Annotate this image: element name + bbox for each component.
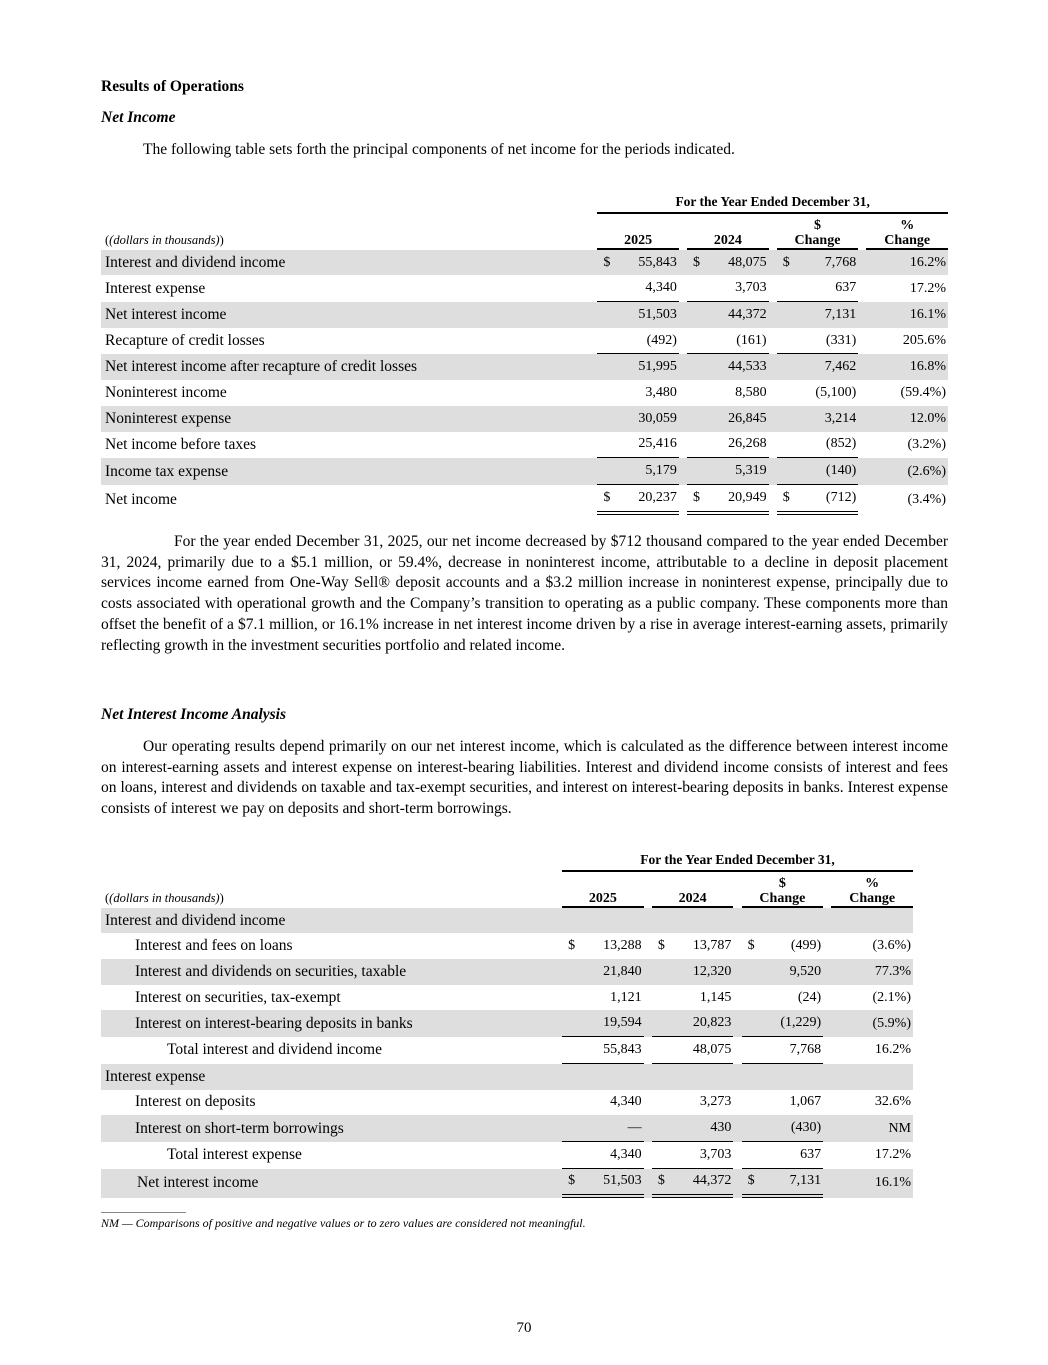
row-label: Interest and dividend income <box>101 908 562 934</box>
currency-symbol: $ <box>568 1173 576 1189</box>
cell-pct: 16.2% <box>866 250 948 276</box>
cell-value: (5,100) <box>815 384 857 400</box>
cell-pct: NM <box>831 1115 913 1142</box>
cell-c2024 <box>687 406 769 432</box>
cell-c2025 <box>597 458 679 485</box>
cell-value: 13,787 <box>692 938 732 954</box>
cell-value: (712) <box>825 489 857 505</box>
cell-chg <box>777 406 859 432</box>
cell-value: (331) <box>825 332 857 348</box>
cell-c2025 <box>597 432 679 459</box>
cell-chg <box>742 985 824 1011</box>
table-row <box>101 250 948 276</box>
cell-c2025 <box>562 933 644 959</box>
cell-value: 5,179 <box>645 463 677 479</box>
cell-value: 637 <box>835 280 857 296</box>
cell-c2025 <box>562 1115 644 1142</box>
cell-value: (430) <box>790 1120 822 1136</box>
cell-value: 637 <box>800 1146 822 1162</box>
cell-pct: 17.2% <box>874 1147 911 1163</box>
cell-c2024 <box>687 302 769 328</box>
cell-c2025 <box>562 1169 644 1199</box>
table-row <box>101 458 948 485</box>
cell-c2025 <box>562 908 644 934</box>
table-row <box>101 1064 913 1090</box>
cell-pct: 205.6% <box>902 333 946 349</box>
cell-value: 30,059 <box>638 410 677 426</box>
cell-c2024 <box>652 908 734 934</box>
cell-c2025 <box>597 328 679 355</box>
cell-chg <box>742 959 824 985</box>
currency-symbol: $ <box>693 254 701 270</box>
unit-label: ((dollars in thousands)) <box>105 890 224 905</box>
cell-c2024 <box>652 1064 734 1090</box>
cell-pct: (2.6%) <box>866 458 948 485</box>
cell-pct: (3.2%) <box>907 436 946 452</box>
cell-pct <box>831 908 913 934</box>
cell-value: 26,845 <box>728 410 767 426</box>
row-label: Noninterest expense <box>101 406 597 432</box>
cell-pct: (59.4%) <box>900 384 946 400</box>
table-row <box>101 1010 913 1037</box>
table-row <box>101 1169 913 1199</box>
net-interest-income-table <box>101 846 913 1198</box>
cell-c2025 <box>597 406 679 432</box>
col-header-pct-change: % Change <box>866 214 948 250</box>
cell-value: 7,131 <box>789 1173 822 1189</box>
cell-value: 3,214 <box>824 410 857 426</box>
cell-value: 55,843 <box>638 254 677 270</box>
cell-value: 13,288 <box>603 938 642 954</box>
row-label: Interest on deposits <box>135 1093 256 1111</box>
cell-chg <box>777 458 859 485</box>
cell-chg <box>742 1064 824 1090</box>
col-header-dollar-change: $ Change <box>777 214 859 250</box>
net-income-subtitle: Net Income <box>101 109 176 126</box>
nii-analysis-subtitle: Net Interest Income Analysis <box>101 706 287 723</box>
col-header-2024: 2024 <box>687 214 769 250</box>
table-row <box>101 908 913 934</box>
cell-c2025 <box>597 250 679 276</box>
table-row <box>101 1090 913 1116</box>
cell-pct: 16.1% <box>831 1169 913 1199</box>
table-row <box>101 985 913 1011</box>
currency-symbol: $ <box>782 254 790 270</box>
cell-chg <box>777 302 859 328</box>
cell-value: 7,768 <box>824 254 857 270</box>
cell-value: 9,520 <box>789 963 822 979</box>
net-income-table <box>101 188 948 515</box>
cell-c2024 <box>652 1115 734 1142</box>
cell-value: 44,533 <box>728 359 767 375</box>
cell-chg <box>777 328 859 355</box>
cell-value: 3,273 <box>699 1094 732 1110</box>
cell-value: 48,075 <box>692 1041 732 1057</box>
cell-c2024 <box>687 328 769 355</box>
cell-value: 55,843 <box>603 1041 642 1057</box>
table-row <box>101 328 948 355</box>
cell-value: 3,703 <box>735 280 767 296</box>
row-label: Income tax expense <box>101 458 597 485</box>
cell-c2024 <box>652 1169 734 1199</box>
currency-symbol: $ <box>657 1173 665 1189</box>
table-row <box>101 380 948 406</box>
cell-c2024 <box>652 933 734 959</box>
row-label: Interest and dividends on securities, taxable <box>101 959 562 985</box>
cell-c2024 <box>687 458 769 485</box>
page-number: 70 <box>516 1320 532 1336</box>
table-row <box>101 354 948 380</box>
cell-value: 5,319 <box>735 463 767 479</box>
col-header-2025: 2025 <box>597 214 679 250</box>
cell-c2024 <box>687 380 769 406</box>
cell-c2024 <box>652 1090 734 1116</box>
row-label: Interest on short-term borrowings <box>101 1115 562 1142</box>
cell-chg <box>742 1142 824 1169</box>
nii-analysis-paragraph: Our operating results depend primarily on our net interest income, which is calculated as the difference between interest income on interest-earning assets and interest expense on interest-bearing liabilities. Interest and dividend income consists of interest and fees on loans, interest and dividends on taxable and tax-exempt securities, and interest on interest-bearing deposits in banks. Interest expense consists of interest we pay on deposits and short-term borrowings. <box>101 738 948 818</box>
cell-chg <box>777 380 859 406</box>
cell-value: 12,320 <box>692 963 732 979</box>
cell-value: 4,340 <box>610 1146 642 1162</box>
cell-value: 21,840 <box>603 963 642 979</box>
currency-symbol: $ <box>747 1173 755 1189</box>
currency-symbol: $ <box>603 489 611 505</box>
cell-c2024 <box>687 275 769 302</box>
cell-c2025 <box>597 380 679 406</box>
cell-value: 51,503 <box>603 1173 642 1189</box>
cell-pct: (3.4%) <box>907 491 946 507</box>
currency-symbol: $ <box>657 938 665 954</box>
net-income-paragraph: For the year ended December 31, 2025, our net income decreased by $712 thousand compared to the year ended December 31, 2024, primarily due to a $5.1 million, or 59.4%, decrease in noninterest income, attributable to a decline in deposit placement services income earned from One-Way Sell® deposit accounts and a $3.2 million increase in noninterest expense, principally due to costs associated with operational growth and the Company’s transition to operating as a public company. These components more than offset the benefit of a $7.1 million, or 16.1% increase in net interest income driven by a rise in average interest-earning assets, primarily reflecting growth in the investment securities portfolio and related income. <box>101 533 948 654</box>
cell-value: 51,995 <box>638 359 677 375</box>
section-title: Results of Operations <box>101 78 244 95</box>
cell-c2025 <box>562 959 644 985</box>
cell-pct: 16.2% <box>874 1042 911 1058</box>
cell-value: 44,372 <box>692 1173 732 1189</box>
cell-c2025 <box>562 1064 644 1090</box>
table-row <box>101 1142 913 1169</box>
cell-c2024 <box>652 1010 734 1037</box>
cell-c2025 <box>562 985 644 1011</box>
cell-value: 4,340 <box>610 1094 642 1110</box>
row-label: Net income before taxes <box>105 435 257 453</box>
cell-value: 48,075 <box>728 254 767 270</box>
cell-chg <box>742 933 824 959</box>
cell-value: 1,067 <box>789 1094 822 1110</box>
col-header-dollar-change: $ Change <box>742 872 824 908</box>
row-label: Interest and fees on loans <box>135 937 293 955</box>
row-label: Interest and dividend income <box>101 250 597 276</box>
col-header-2025: 2025 <box>562 872 644 908</box>
cell-pct: 12.0% <box>866 406 948 432</box>
currency-symbol: $ <box>782 489 790 505</box>
row-label: Total interest expense <box>167 1146 302 1164</box>
cell-value: 4,340 <box>645 280 677 296</box>
cell-value: 7,768 <box>789 1041 822 1057</box>
cell-value: 430 <box>710 1120 732 1136</box>
cell-value: (852) <box>825 436 857 452</box>
cell-c2024 <box>652 985 734 1011</box>
currency-symbol: $ <box>747 938 755 954</box>
cell-c2024 <box>652 959 734 985</box>
cell-chg <box>742 1169 824 1199</box>
col-header-2024: 2024 <box>652 872 734 908</box>
col-header-pct-change: % Change <box>831 872 913 908</box>
row-label: Recapture of credit losses <box>105 332 265 350</box>
cell-value: 26,268 <box>728 436 767 452</box>
cell-c2025 <box>597 354 679 380</box>
cell-value: 20,237 <box>638 489 677 505</box>
unit-label: ((dollars in thousands)) <box>105 232 224 247</box>
cell-pct <box>831 1064 913 1090</box>
cell-value: 51,503 <box>638 306 677 322</box>
cell-value: (24) <box>797 989 822 1005</box>
row-label: Net interest income <box>101 302 597 328</box>
row-label: Interest expense <box>105 279 206 297</box>
cell-value: 20,949 <box>728 489 767 505</box>
row-label: Interest on interest-bearing deposits in banks <box>101 1010 562 1037</box>
table-row <box>101 959 913 985</box>
currency-symbol: $ <box>603 254 611 270</box>
cell-c2024 <box>652 1037 734 1064</box>
cell-value: (492) <box>646 332 677 348</box>
cell-chg <box>777 432 859 459</box>
period-header: For the Year Ended December 31, <box>562 846 913 872</box>
cell-pct: 17.2% <box>909 280 946 296</box>
cell-value: 7,131 <box>824 306 857 322</box>
table-row <box>101 1037 913 1064</box>
cell-chg <box>742 1010 824 1037</box>
cell-c2024 <box>687 354 769 380</box>
cell-chg <box>777 354 859 380</box>
row-label: Net income <box>105 490 177 508</box>
cell-pct: 16.1% <box>866 302 948 328</box>
cell-value: 20,823 <box>692 1015 732 1031</box>
cell-pct: (5.9%) <box>831 1010 913 1037</box>
row-label: Total interest and dividend income <box>167 1041 382 1059</box>
cell-value: 3,703 <box>699 1146 732 1162</box>
cell-value: 44,372 <box>728 306 767 322</box>
cell-value: 7,462 <box>824 359 857 375</box>
cell-value: 8,580 <box>735 384 767 400</box>
cell-pct: (2.1%) <box>872 989 911 1005</box>
cell-value: 1,121 <box>610 989 642 1005</box>
cell-chg <box>742 1090 824 1116</box>
cell-c2025 <box>597 275 679 302</box>
cell-pct: 32.6% <box>874 1094 911 1110</box>
cell-value: (499) <box>790 938 822 954</box>
period-header: For the Year Ended December 31, <box>597 188 948 214</box>
cell-value: 25,416 <box>638 436 677 452</box>
cell-c2024 <box>687 250 769 276</box>
cell-c2024 <box>687 432 769 459</box>
cell-c2025 <box>562 1142 644 1169</box>
cell-chg <box>742 1115 824 1142</box>
table-row <box>101 275 948 302</box>
cell-value: 3,480 <box>645 384 677 400</box>
cell-c2025 <box>562 1090 644 1116</box>
table-row <box>101 933 913 959</box>
cell-value: (161) <box>736 332 767 348</box>
table-row <box>101 302 948 328</box>
table-row <box>101 406 948 432</box>
cell-chg <box>777 275 859 302</box>
cell-chg <box>742 1037 824 1064</box>
cell-c2025 <box>562 1037 644 1064</box>
row-label: Noninterest income <box>105 383 227 401</box>
currency-symbol: $ <box>693 489 701 505</box>
cell-pct: 77.3% <box>831 959 913 985</box>
cell-chg <box>777 250 859 276</box>
cell-value: (1,229) <box>780 1015 822 1031</box>
row-label: Net interest income after recapture of credit losses <box>101 354 597 380</box>
row-label: Net interest income <box>101 1169 562 1199</box>
cell-c2025 <box>597 302 679 328</box>
cell-value: (140) <box>825 463 857 479</box>
cell-value: 19,594 <box>603 1015 642 1031</box>
cell-chg <box>777 485 859 515</box>
row-label: Interest expense <box>101 1064 562 1090</box>
footnote: NM — Comparisons of positive and negative values or to zero values are considered not meaningful. <box>101 1216 586 1230</box>
cell-value: — <box>627 1120 642 1136</box>
row-label: Interest on securities, tax-exempt <box>135 988 341 1006</box>
cell-c2025 <box>562 1010 644 1037</box>
net-income-intro: The following table sets forth the principal components of net income for the periods indicated. <box>143 141 735 158</box>
cell-value: 1,145 <box>699 989 732 1005</box>
table-row <box>101 1115 913 1142</box>
currency-symbol: $ <box>568 938 576 954</box>
cell-c2024 <box>687 485 769 515</box>
cell-chg <box>742 908 824 934</box>
cell-pct: 16.8% <box>866 354 948 380</box>
table-row <box>101 432 948 459</box>
footnote-rule <box>101 1212 186 1213</box>
cell-pct: (3.6%) <box>872 938 911 954</box>
cell-c2025 <box>597 485 679 515</box>
cell-c2024 <box>652 1142 734 1169</box>
table-row <box>101 485 948 515</box>
